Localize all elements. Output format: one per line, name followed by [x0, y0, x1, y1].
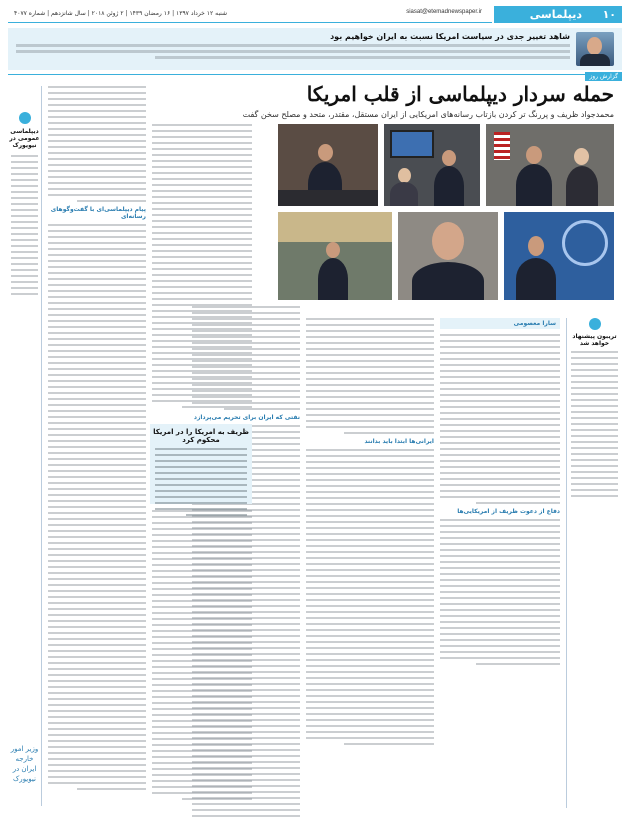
photo-speaker-closeup [398, 212, 498, 300]
section-subhead: ایرانی‌ها ابتدا باید بدانند [364, 438, 434, 445]
left-sidebar [8, 86, 42, 806]
issue-date: شنبه ۱۲ خرداد ۱۳۹۷ | ۱۶ رمضان ۱۴۳۹ | ۲ ژوئن ۲۰۱۸ | سال شانزدهم | شماره ۴۰۷۷ [14, 10, 227, 17]
page-number: ۱۰ [602, 8, 616, 21]
subhead: محمدجواد ظریف و پررنگ تر کردن بازتاب رسانه‌های امریکایی از ایران مستقل، مقتدر، متحد و مصلح سخن گفت [242, 110, 614, 119]
section-subhead: پیام دیپلماسی‌ای با گفت‌وگوهای رسانه‌ای [50, 206, 146, 220]
left-sidebar-title: دیپلماسی عمومی در نیویورک [9, 128, 40, 149]
teaser-photo [576, 32, 614, 66]
section-name: دیپلماسی [529, 8, 582, 21]
kicker: گزارش روز [585, 72, 622, 81]
photo-tv-interview [384, 124, 480, 206]
body-column-4-top [152, 124, 252, 412]
photo-un-chamber [278, 212, 392, 300]
teaser-title: شاهد تغییر جدی در سیاست امریکا نسبت به ایران خواهیم بود [330, 32, 570, 41]
sidebar-quote: وزیر امور خارجه ایران در نیویورک [10, 745, 39, 783]
body-column-1 [440, 334, 560, 669]
callout-title: ظریف به امریکا را در امریکا محکوم کرد [153, 428, 249, 444]
section-email: siasat@etemadnewspaper.ir [406, 9, 482, 15]
section-subhead: نفتی که ایران برای تحریم می‌پردازد [193, 414, 300, 421]
kicker-rule [8, 74, 622, 75]
photo-un-podium [504, 212, 614, 300]
headline: حمله سردار دیپلماسی از قلب امریکا [306, 82, 614, 106]
photo-conference [278, 124, 378, 206]
right-sidebar-title: تریبون پیشنهاد خواهد شد [572, 333, 617, 347]
callout-box [150, 424, 252, 504]
teaser-body [16, 44, 570, 62]
top-teaser [8, 28, 622, 70]
sidebar-tag-icon [589, 318, 601, 330]
body-column-5 [48, 86, 146, 794]
section-subhead: دفاع از دعوت ظریف از امریکایی‌ها [457, 508, 560, 515]
sidebar-tag-icon [19, 112, 31, 124]
right-sidebar [566, 318, 622, 808]
byline: سارا معصومی [440, 318, 560, 329]
page-header [8, 6, 622, 23]
body-column-4-bottom [152, 510, 252, 804]
body-column-2 [306, 318, 434, 749]
photo-interview-studio [486, 124, 614, 206]
